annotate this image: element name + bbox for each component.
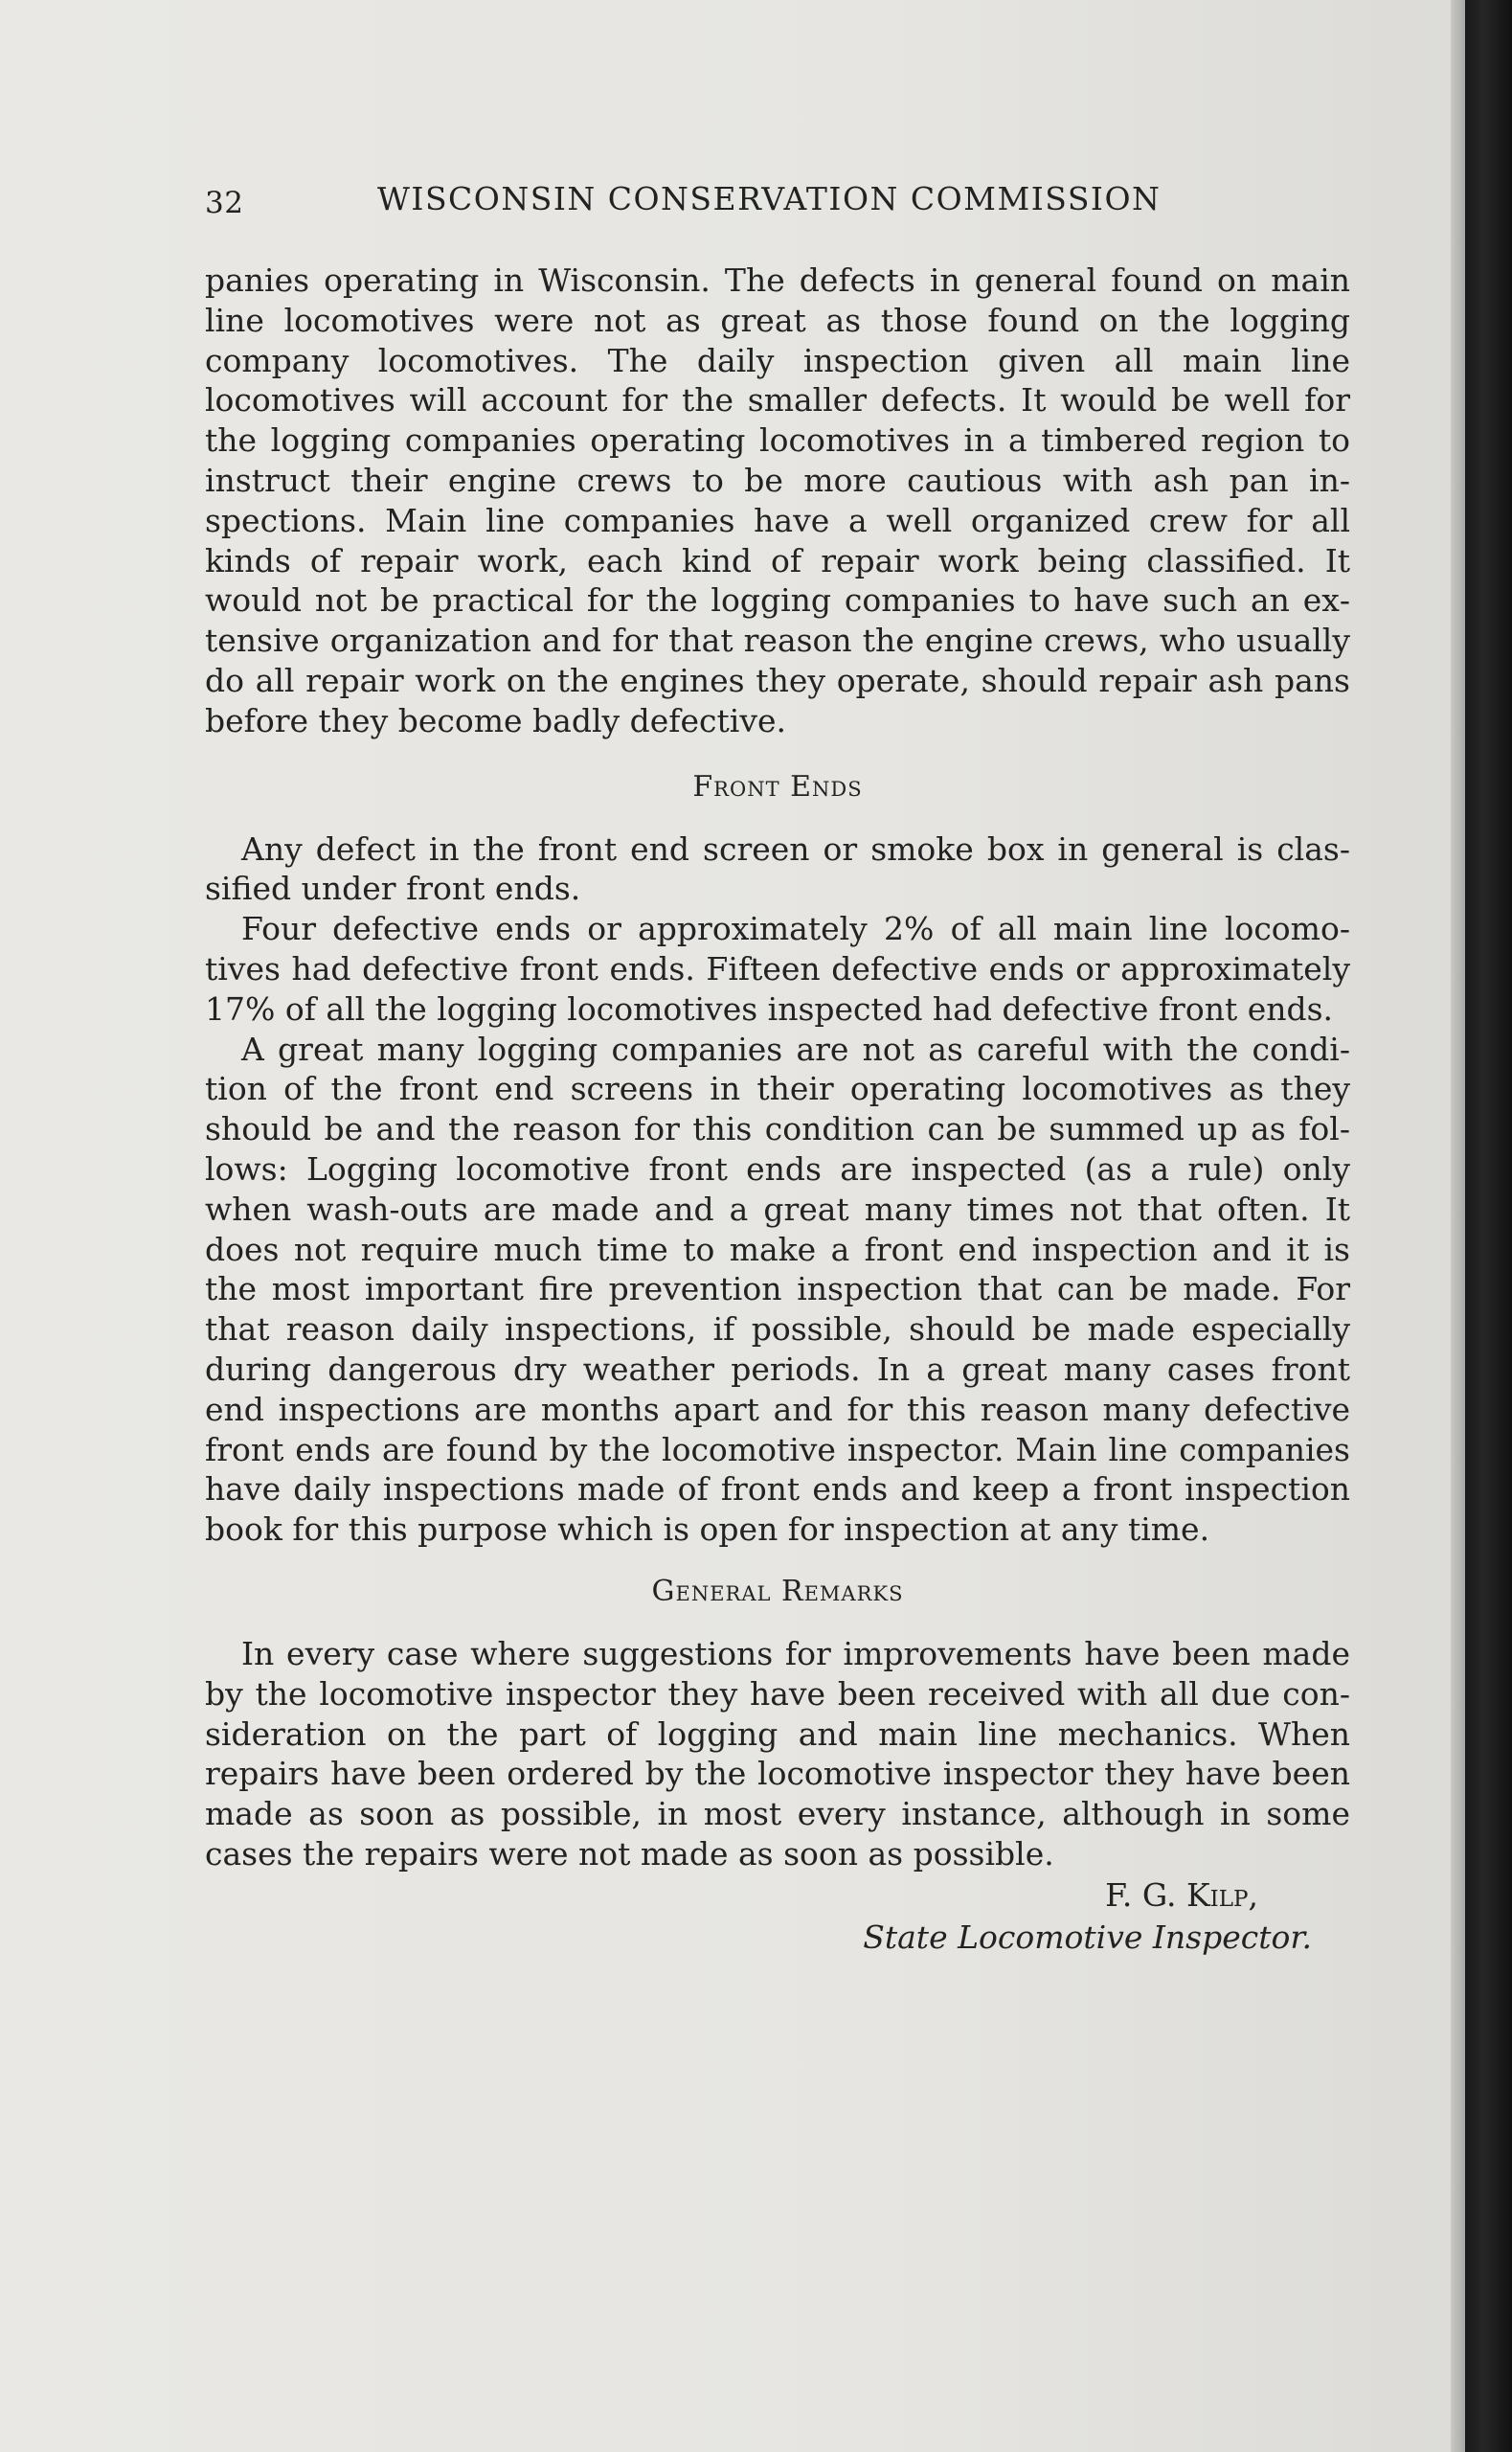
continued-paragraph: panies operating in Wisconsin. The defects in general found on main line locomotives were not as great as those found on the logging company locomotives. The daily inspection given all main line locomotives will account for the smaller defects. It would be well for the logging companies operating locomotives in a timbered region to instruct their engine crews to be more cautious with ash pan inspections. Main line companies have a well organized crew for all kinds of repair work, each kind of repair work being classified. It would not be practical for the logging companies to have such an extensive organization and for that reason the engine crews, who usually do all repair work on the engines they operate, should repair ash pans before they become badly defective. xyxy=(205,261,1350,739)
signature-title: State Locomotive Inspector. xyxy=(863,1918,1312,1956)
section-heading-general-remarks: General Remarks xyxy=(651,1574,904,1608)
page-gutter-shadow xyxy=(1451,0,1465,2452)
general-remarks-paragraph: In every case where suggestions for improvements have been made by the locomotive inspector they have been received with all due consideration on the part of logging and main line mechanics. When repairs have been ordered by the locomotive inspector they have been made as soon as possible, in most every instance, although in some cases the repairs were not made as soon as possible. xyxy=(205,1634,1350,1873)
signature-block xyxy=(205,1874,1350,1966)
front-ends-paragraph-1: Any defect in the front end screen or smoke box in general is classified under front ends. xyxy=(205,829,1350,908)
signature-name: F. G. Kilp, xyxy=(1105,1875,1258,1914)
section-heading-front-ends: Front Ends xyxy=(692,769,863,804)
page-number: 32 xyxy=(205,186,244,220)
page-header xyxy=(205,180,1187,228)
front-ends-paragraph-2: Four defective ends or approximately 2% of all main line locomotives had defective front ends. Fifteen defective ends or approximately 17% of all the logging locomotives inspected had defective front ends. xyxy=(205,910,1350,1028)
book-spine-edge xyxy=(1465,0,1512,2452)
running-head: WISCONSIN CONSERVATION COMMISSION xyxy=(377,180,1162,217)
front-ends-paragraph-3: A great many logging companies are not as careful with the condition of the front end screens in their operating locomotives as they should be and the reason for this condition can be summed up as follows: Logging locomotive front ends are inspected (as a rule) only when wash-outs are made and a great many times not that often. It does not require much time to make a front end inspection and it is the most important fire prevention inspection that can be made. For that reason daily inspections, if possible, should be made especially during dangerous dry weather periods. In a great many cases front end inspections are months apart and for this reason many defective front ends are found by the locomotive inspector. Main line companies have daily inspections made of front ends and keep a front inspection book for this purpose which is open for inspection at any time. xyxy=(205,1030,1350,1549)
body-text xyxy=(205,261,1350,1966)
